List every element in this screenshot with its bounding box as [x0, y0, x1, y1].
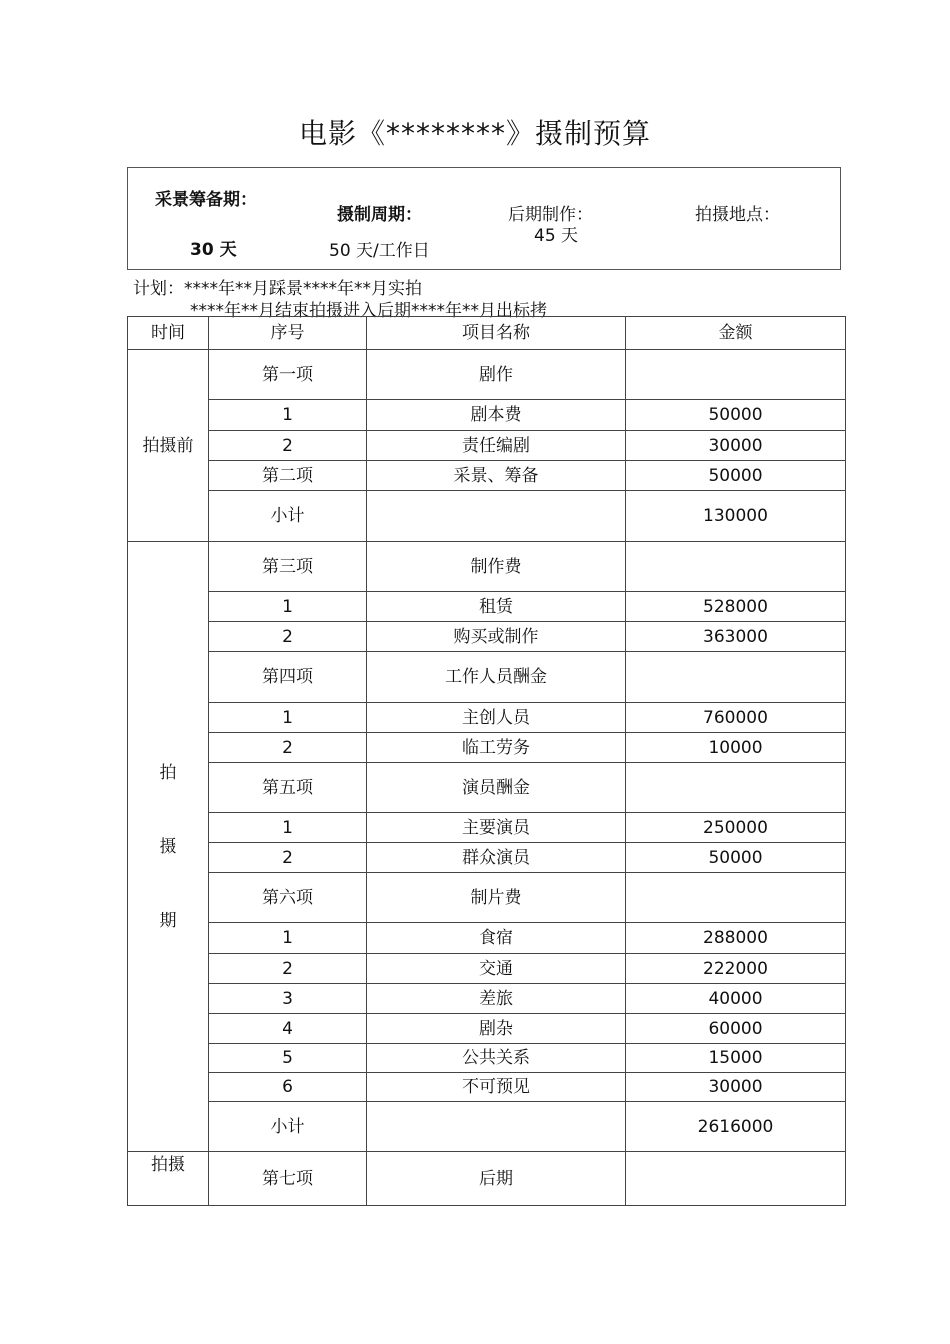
- cell-seq: 3: [209, 984, 367, 1014]
- info-box: [127, 167, 841, 270]
- table-row: [128, 1073, 846, 1102]
- cell-item-name: 公共关系: [367, 1044, 626, 1073]
- cell-seq: 5: [209, 1044, 367, 1073]
- shoot-label: 摄制周期：: [337, 205, 422, 225]
- cell-seq: 2: [209, 843, 367, 873]
- cell-item-name: 演员酬金: [367, 763, 626, 813]
- cell-seq: 1: [209, 592, 367, 622]
- cell-amount: [626, 350, 846, 400]
- cell-seq: 第三项: [209, 542, 367, 592]
- table-row: [128, 1152, 846, 1206]
- period-shooting-char: 拍: [159, 762, 177, 783]
- cell-seq: 1: [209, 923, 367, 954]
- table-header-row: [128, 317, 846, 350]
- period-post-shoot: 拍摄: [128, 1152, 209, 1206]
- cell-item-name: 差旅: [367, 984, 626, 1014]
- cell-item-name: 剧本费: [367, 400, 626, 431]
- cell-amount: 760000: [626, 703, 846, 733]
- cell-amount: 363000: [626, 622, 846, 652]
- table-row: [128, 984, 846, 1014]
- cell-amount: 10000: [626, 733, 846, 763]
- cell-seq: 1: [209, 400, 367, 431]
- cell-amount: 250000: [626, 813, 846, 843]
- table-row: [128, 652, 846, 703]
- cell-seq: 第二项: [209, 461, 367, 491]
- location-label: 拍摄地点：: [695, 205, 780, 225]
- cell-amount: 15000: [626, 1044, 846, 1073]
- cell-seq: 第一项: [209, 350, 367, 400]
- cell-seq: 第四项: [209, 652, 367, 703]
- cell-item-name: [367, 1102, 626, 1152]
- cell-amount: 50000: [626, 461, 846, 491]
- table-row: [128, 954, 846, 984]
- table-row: [128, 542, 846, 592]
- page-title: 电影《********》摄制预算: [298, 117, 651, 150]
- cell-item-name: 主创人员: [367, 703, 626, 733]
- cell-item-name: 后期: [367, 1152, 626, 1206]
- table-row: [128, 1014, 846, 1044]
- cell-amount: 30000: [626, 1073, 846, 1102]
- prep-label: 采景筹备期：: [155, 190, 257, 210]
- cell-item-name: [367, 491, 626, 542]
- cell-item-name: 交通: [367, 954, 626, 984]
- period-shooting: [128, 542, 209, 1152]
- cell-amount: 60000: [626, 1014, 846, 1044]
- cell-seq: 第六项: [209, 873, 367, 923]
- cell-item-name: 剧杂: [367, 1014, 626, 1044]
- cell-amount: [626, 542, 846, 592]
- cell-amount: [626, 652, 846, 703]
- cell-seq: 小计: [209, 1102, 367, 1152]
- cell-amount: 30000: [626, 431, 846, 461]
- cell-seq: 2: [209, 431, 367, 461]
- table-row: [128, 461, 846, 491]
- cell-amount: 40000: [626, 984, 846, 1014]
- cell-seq: 6: [209, 1073, 367, 1102]
- cell-seq: 2: [209, 733, 367, 763]
- post-label: 后期制作：: [508, 205, 593, 225]
- cell-item-name: 工作人员酬金: [367, 652, 626, 703]
- cell-amount: 528000: [626, 592, 846, 622]
- cell-amount: 50000: [626, 400, 846, 431]
- cell-seq: 4: [209, 1014, 367, 1044]
- cell-amount: 288000: [626, 923, 846, 954]
- cell-seq: 第五项: [209, 763, 367, 813]
- table-row: [128, 431, 846, 461]
- table-row: [128, 491, 846, 542]
- cell-item-name: 采景、筹备: [367, 461, 626, 491]
- cell-seq: 2: [209, 954, 367, 984]
- table-row: [128, 400, 846, 431]
- table-row: [128, 873, 846, 923]
- cell-seq: 第七项: [209, 1152, 367, 1206]
- prep-value: 30 天: [190, 240, 237, 260]
- cell-amount: [626, 1152, 846, 1206]
- post-value: 45 天: [534, 226, 579, 246]
- table-row: [128, 703, 846, 733]
- shoot-value: 50 天/工作日: [329, 241, 430, 261]
- header-item-name: 项目名称: [367, 317, 626, 350]
- table-row: [128, 813, 846, 843]
- cell-amount: 130000: [626, 491, 846, 542]
- cell-amount: [626, 763, 846, 813]
- cell-seq: 1: [209, 813, 367, 843]
- period-shooting-char: 摄: [159, 836, 177, 857]
- cell-item-name: 租赁: [367, 592, 626, 622]
- cell-seq: 1: [209, 703, 367, 733]
- cell-item-name: 临工劳务: [367, 733, 626, 763]
- cell-seq: 小计: [209, 491, 367, 542]
- table-row: [128, 350, 846, 400]
- cell-item-name: 制作费: [367, 542, 626, 592]
- plan-line-1: 计划：****年**月踩景****年**月实拍: [133, 279, 422, 299]
- budget-table: [127, 316, 846, 1206]
- cell-amount: 50000: [626, 843, 846, 873]
- table-row: [128, 592, 846, 622]
- plan-line-2: ****年**月结束拍摄进入后期****年**月出标拷: [190, 301, 547, 321]
- period-pre-shoot: 拍摄前: [128, 350, 209, 542]
- cell-item-name: 购买或制作: [367, 622, 626, 652]
- table-row: [128, 923, 846, 954]
- header-seq: 序号: [209, 317, 367, 350]
- cell-item-name: 剧作: [367, 350, 626, 400]
- table-row: [128, 622, 846, 652]
- table-row: [128, 843, 846, 873]
- table-row: [128, 1044, 846, 1073]
- header-amount: 金额: [626, 317, 846, 350]
- cell-item-name: 制片费: [367, 873, 626, 923]
- cell-item-name: 不可预见: [367, 1073, 626, 1102]
- cell-amount: [626, 873, 846, 923]
- table-row: [128, 1102, 846, 1152]
- cell-item-name: 责任编剧: [367, 431, 626, 461]
- header-time: 时间: [128, 317, 209, 350]
- table-row: [128, 763, 846, 813]
- cell-amount: 2616000: [626, 1102, 846, 1152]
- table-row: [128, 733, 846, 763]
- cell-item-name: 主要演员: [367, 813, 626, 843]
- cell-seq: 2: [209, 622, 367, 652]
- cell-amount: 222000: [626, 954, 846, 984]
- cell-item-name: 群众演员: [367, 843, 626, 873]
- period-shooting-char: 期: [159, 910, 177, 931]
- cell-item-name: 食宿: [367, 923, 626, 954]
